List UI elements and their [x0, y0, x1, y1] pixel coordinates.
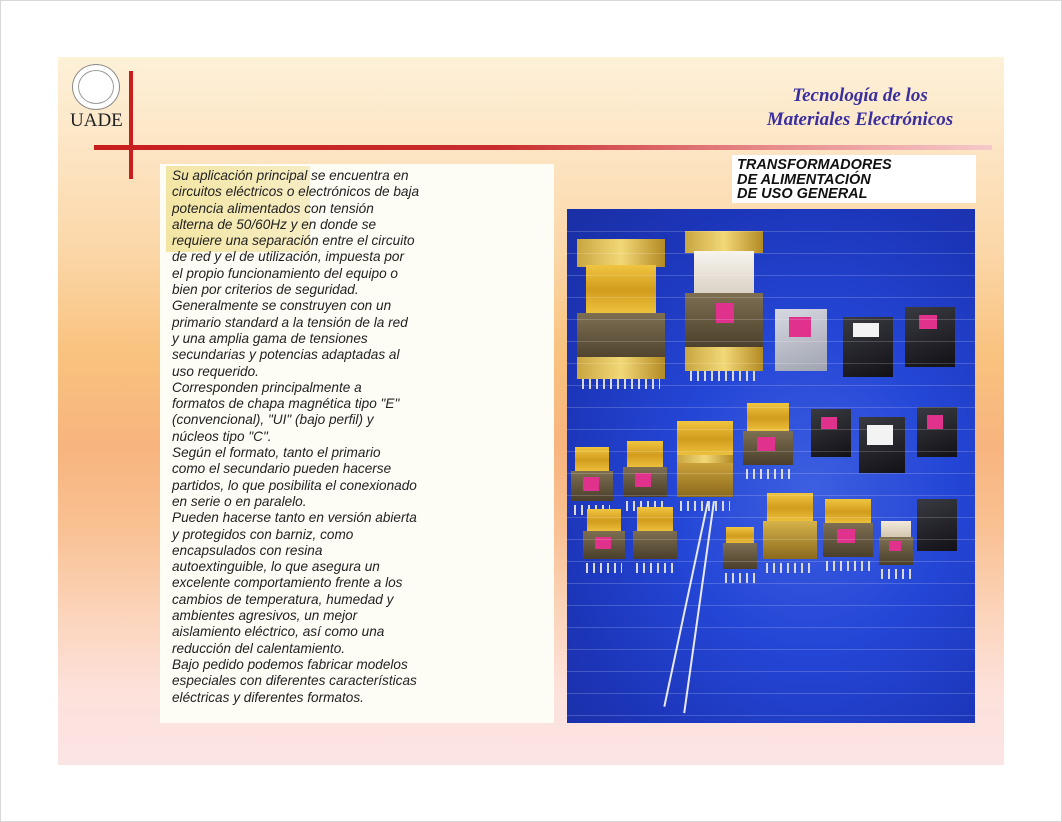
- body-text-line: encapsulados con resina: [172, 542, 323, 558]
- body-text-line: alterna de 50/60Hz y en donde se: [172, 216, 377, 232]
- photo-scanline: [567, 583, 975, 584]
- transformer-front-3: [723, 527, 757, 573]
- photo-scanline: [567, 649, 975, 650]
- body-text-line: formatos de chapa magnética tipo "E": [172, 396, 400, 412]
- photo-scanline: [567, 341, 975, 342]
- transformer-leaded: [677, 421, 733, 501]
- photo-scanline: [567, 693, 975, 694]
- body-text-line: especiales con diferentes características: [172, 673, 417, 689]
- section-heading-line-2: DE ALIMENTACIÓN: [737, 171, 871, 188]
- body-text-line: bien por criterios de seguridad.: [172, 282, 359, 298]
- photo-scanline: [567, 495, 975, 496]
- transformer-front-2: [633, 507, 677, 563]
- body-text-line: núcleos tipo "C".: [172, 428, 272, 444]
- transformer-small-1: [571, 447, 613, 505]
- photo-scanline: [567, 297, 975, 298]
- body-text-line: cambios de temperatura, humedad y: [172, 591, 394, 607]
- photo-scanline: [567, 627, 975, 628]
- photo-scanline: [567, 319, 975, 320]
- encapsulated-black-transformer-5: [917, 407, 957, 457]
- body-text-line: circuitos eléctricos o electrónicos de baja: [172, 184, 420, 200]
- photo-scanline: [567, 473, 975, 474]
- body-text-line: potencia alimentados con tensión: [172, 200, 374, 216]
- photo-scanline: [567, 561, 975, 562]
- body-text-line: Generalmente se construyen con un: [172, 298, 392, 314]
- university-seal-icon: [72, 64, 120, 110]
- photo-scanline: [567, 451, 975, 452]
- body-text-line: aislamiento eléctrico, así como una: [172, 624, 385, 640]
- body-text-line: y una amplia gama de tensiones: [172, 330, 368, 346]
- body-text-line: excelente comportamiento frente a los: [172, 575, 403, 591]
- vertical-red-rule: [129, 71, 133, 179]
- body-text-line: en serie o en paralelo.: [172, 493, 307, 509]
- transformer-small-2: [623, 441, 667, 501]
- photo-scanline: [567, 671, 975, 672]
- body-text-line: secundarias y potencias adaptadas al: [172, 347, 400, 363]
- transformer-tall-1: [577, 239, 665, 379]
- transformer-small-3: [743, 403, 793, 469]
- section-heading: [732, 155, 976, 203]
- encapsulated-black-transformer-3: [811, 409, 851, 457]
- section-heading-line-1: TRANSFORMADORES: [737, 157, 892, 173]
- encapsulated-black-transformer-1: [843, 317, 893, 377]
- photo-scanline: [567, 275, 975, 276]
- encapsulated-black-transformer-6: [917, 499, 957, 551]
- body-text-line: requiere una separación entre el circuito: [172, 233, 415, 249]
- body-text-line: (convencional), "UI" (bajo perfil) y: [172, 412, 374, 428]
- section-heading-line-3: DE USO GENERAL: [737, 186, 868, 202]
- body-text-line: el propio funcionamiento del equipo o: [172, 265, 398, 281]
- body-text-line: eléctricas y diferentes formatos.: [172, 689, 364, 705]
- photo-scanline: [567, 385, 975, 386]
- body-text-line: Según el formato, tanto el primario: [172, 445, 381, 461]
- transformers-photo: [567, 209, 975, 723]
- photo-scanline: [567, 407, 975, 408]
- body-text-line: reducción del calentamiento.: [172, 640, 346, 656]
- body-text-line: y protegidos con barniz, como: [172, 526, 354, 542]
- course-title-line-1: Tecnología de los: [792, 85, 928, 106]
- logo-text: UADE: [70, 110, 123, 131]
- photo-scanline: [567, 231, 975, 232]
- encapsulated-black-transformer-2: [905, 307, 955, 367]
- photo-scanline: [567, 539, 975, 540]
- body-text-line: uso requerido.: [172, 363, 259, 379]
- body-text-line: partidos, lo que posibilita el conexionado: [172, 477, 417, 493]
- body-text-line: Corresponden principalmente a: [172, 379, 362, 395]
- course-title-line-2: Materiales Electrónicos: [766, 109, 954, 130]
- transformer-front-5: [823, 499, 873, 561]
- body-text-line: Bajo pedido podemos fabricar modelos: [172, 656, 408, 672]
- body-text-line: como el secundario pueden hacerse: [172, 461, 392, 477]
- body-text-line: primario standard a la tensión de la red: [172, 314, 408, 330]
- encapsulated-black-transformer-4: [859, 417, 905, 473]
- body-text-line: autoextinguible, lo que asegura un: [172, 559, 380, 575]
- photo-scanline: [567, 363, 975, 364]
- photo-scanline: [567, 253, 975, 254]
- transformer-tall-2: [685, 231, 763, 371]
- photo-scanline: [567, 517, 975, 518]
- course-title: [740, 84, 980, 132]
- body-text-line: de red y el de utilización, impuesta por: [172, 249, 404, 265]
- uade-logo: [70, 64, 124, 134]
- transformer-front-4: [763, 493, 817, 563]
- body-text-line: Su aplicación principal se encuentra en: [172, 168, 409, 183]
- body-text: [172, 168, 540, 706]
- body-text-line: Pueden hacerse tanto en versión abierta: [172, 510, 417, 526]
- photo-scanline: [567, 605, 975, 606]
- photo-scanline: [567, 715, 975, 716]
- photo-scanline: [567, 429, 975, 430]
- body-text-line: ambientes agresivos, un mejor: [172, 608, 358, 624]
- horizontal-red-rule: [94, 145, 992, 150]
